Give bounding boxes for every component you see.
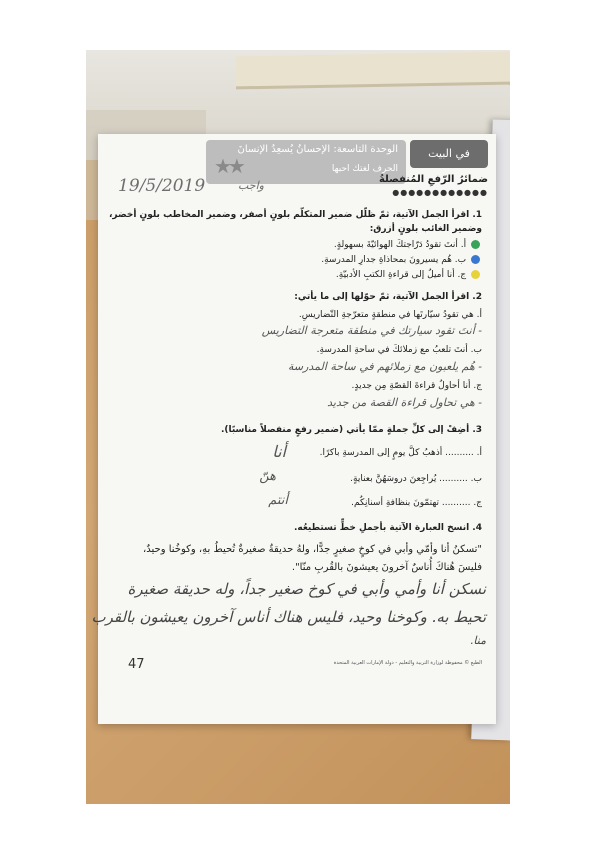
q2-item-a: أ. هي تقودُ سيّارتَها في منطقةٍ متعرّجةِ التّضاريسِ.: [298, 310, 482, 320]
copyright-footer: الطبع © محفوظة لوزارة التربية والتعليم - دولة الإمارات العربية المتحدة: [333, 660, 482, 666]
handwritten-date: 19/5/2019: [118, 176, 206, 196]
q1-item-c: ج. أنا أميلُ إلى قراءةِ الكتبِ الأدبيّةِ.: [336, 270, 482, 280]
lesson-title: ضمائرُ الرّفعِ المُنفصلةُ: [378, 174, 488, 185]
q1-instruction-cont: وضمير الغائب بلونٍ أزرق:: [369, 224, 482, 234]
q3-instruction: 3. أضِفْ إلى كلِّ جملةٍ ممّا يأتي (ضمير رفعٍ منفصلاً مناسبًا).: [220, 425, 482, 435]
blue-highlight-icon: [471, 255, 480, 264]
unit-header: [206, 140, 406, 184]
home-tab: في البيت: [410, 140, 488, 168]
title-dots: ●●●●●●●●●●●●: [392, 188, 488, 197]
q4-instruction: 4. انسخ العبارة الآتية بأجملِ خطٍّ تستطيعُه.: [293, 523, 482, 533]
q2-answer-a: - أنتَ تقود سيارتك في منطقة متعرجة التضاريس: [261, 324, 482, 337]
q2-item-b: ب. أنتَ تلعبُ مع زملائكَ في ساحةِ المدرسةِ.: [316, 345, 482, 355]
q1-instruction: 1. اقرأ الجمل الآتية، ثمّ ظلّل ضمير المتكلّم بلونٍ أصفر، وضمير المخاطب بلونٍ أخضر،: [108, 210, 482, 220]
handwritten-note: واجب: [238, 179, 264, 192]
workbook-page: [91, 134, 496, 724]
q2-answer-b: - هُم يلعبون مع زملائهم في ساحة المدرسة: [287, 360, 482, 373]
q4-copy-line1: نسكن أنا وأمي وأبي في كوخ صغير جداً، وله حديقة صغيرة: [127, 580, 486, 598]
q3-item-a: أ. .......... أذهبُ كلَّ يومٍ إلى المدرسةِ باكرًا.: [319, 448, 482, 458]
q1-item-a: أ. أنتَ تقودُ دَرّاجتكَ الهوائيّةَ بسهولةٍ.: [334, 240, 482, 250]
q3-answer-a: أنا: [272, 442, 286, 461]
unit-subtitle: الحرف لغتك احبها: [331, 164, 398, 174]
photo: [86, 50, 510, 804]
page-number: 47: [128, 657, 145, 672]
q2-answer-c: - هي تحاول قراءة القصة من جديد: [327, 396, 482, 409]
q2-instruction: 2. اقرأ الجمل الآتية، ثمّ حوّلها إلى ما يأتي:: [294, 292, 482, 302]
q4-copy-line3: منا.: [469, 634, 486, 647]
q3-answer-c: أنتم: [268, 493, 288, 508]
stars-icon: ★★: [214, 154, 242, 178]
q1-item-b: ب. هُم يسيرونَ بمحاذاةِ جدارِ المدرسةِ.: [321, 255, 482, 265]
q3-item-b: ب. .......... يُراجِعنَ دروسَهُنَّ بعنايةٍ.: [350, 474, 482, 484]
q3-answer-b: هنّ: [259, 469, 276, 484]
q3-item-c: ج. .......... تهتمّونَ بنظافةِ أسنانِكُم.: [351, 498, 482, 508]
q4-text-line1: "تسكنُ أنا وأمّي وأبي في كوخٍ صغيرٍ جدًّا، ولهُ حديقةٌ صغيرةٌ تُحيطُ بهِ، وكوخُنا وحيدٌ،: [143, 544, 482, 555]
green-highlight-icon: [471, 240, 480, 249]
yellow-highlight-icon: [471, 270, 480, 279]
book-edge: [236, 52, 510, 90]
unit-title: الوحدة التاسعة: الإحسانُ يُسعِدُ الإنسانَ: [237, 144, 398, 155]
q4-copy-line2: تحيط به. وكوخنا وحيد، فليس هناك أناس آخرون يعيشون بالقرب: [91, 608, 486, 626]
q4-text-line2: فليسَ هُناكَ أُناسٌ آخرونَ يعيشونَ بالقُربِ منّا".: [291, 562, 482, 573]
q2-item-c: ج. أنا أحاولُ قراءةَ القصّةِ مِن جديدٍ.: [351, 381, 482, 391]
